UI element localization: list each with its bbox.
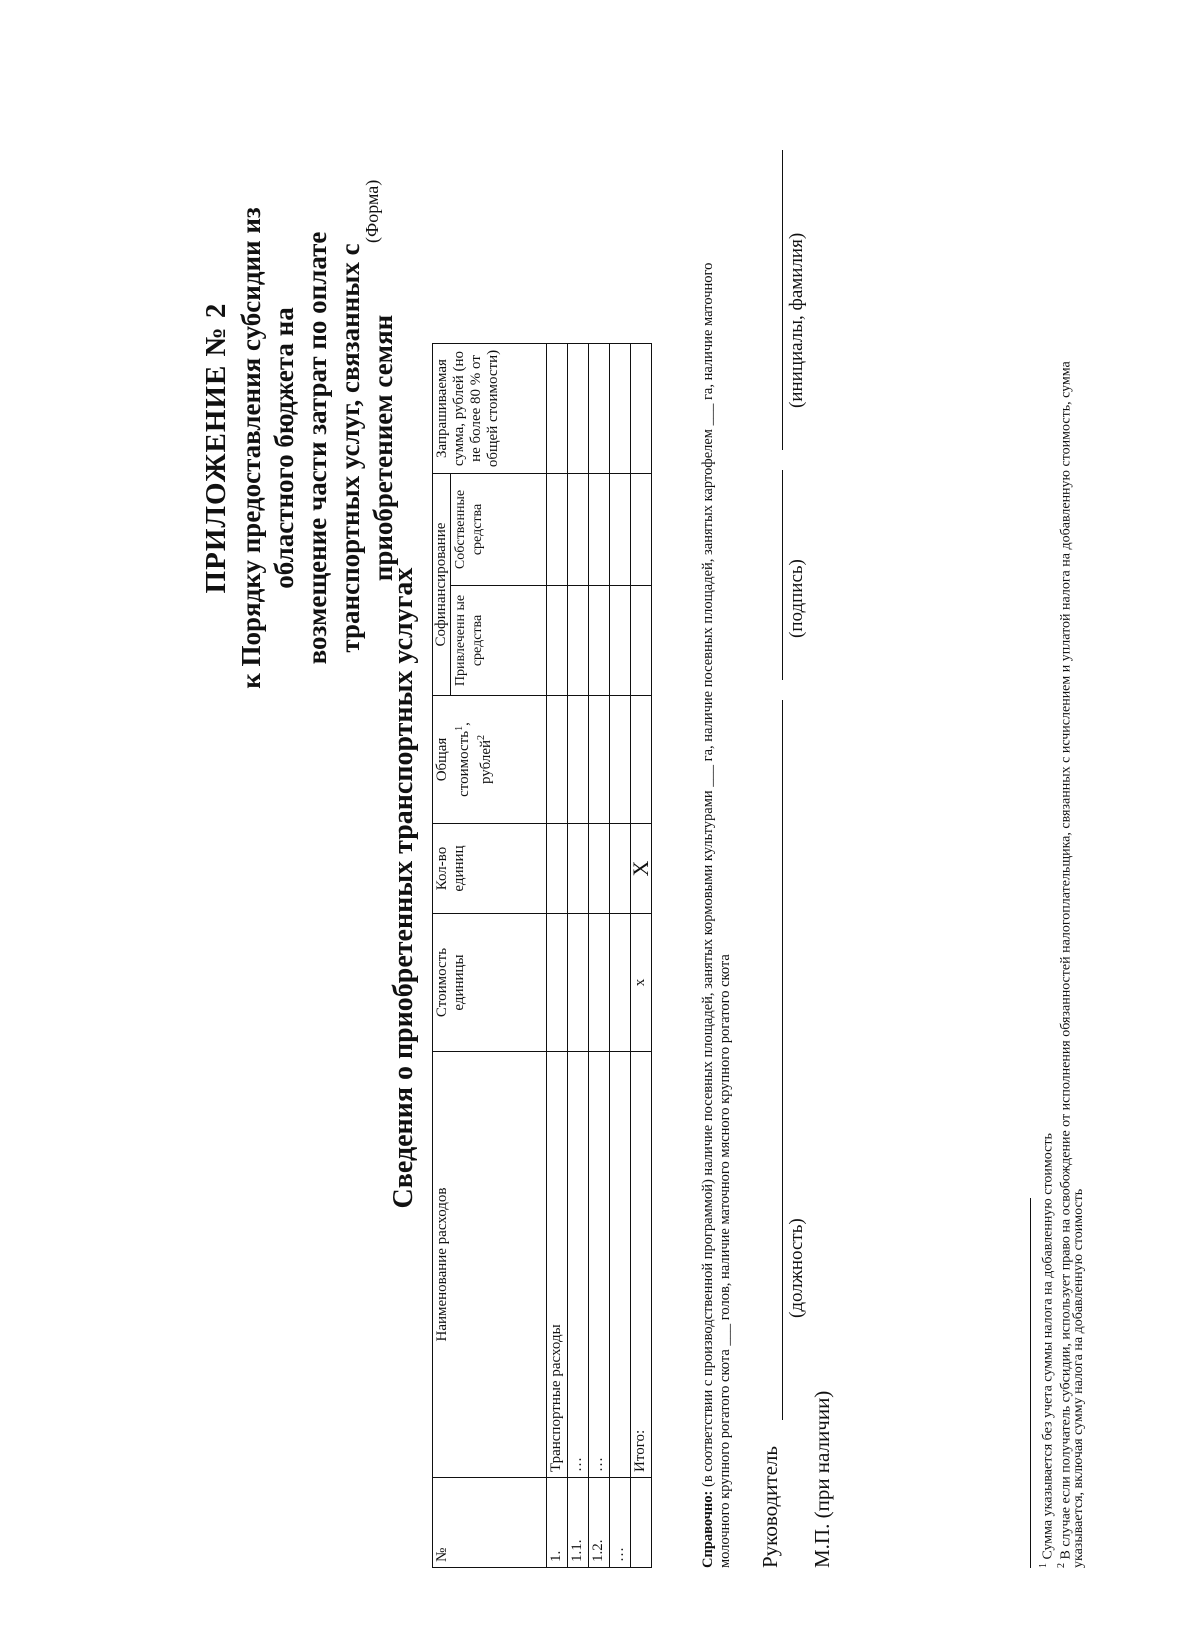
reference-text-2: молочного крупного рогатого скота ___ голов, наличие маточного мясного крупного рогатого скота	[717, 954, 733, 1568]
row-unit-cost: х	[631, 914, 652, 1052]
appendix-number: ПРИЛОЖЕНИЕ № 2	[200, 302, 232, 594]
header-unit-cost: Стоимость единицы	[433, 914, 547, 1052]
header-attracted-funds: Привлеченн ые средства	[451, 586, 547, 696]
row-total-cost	[547, 696, 568, 824]
row-num: 1.2.	[589, 1478, 610, 1568]
row-name	[610, 1052, 631, 1478]
signature-initials-caption: (инициалы, фамилия)	[786, 232, 807, 408]
row-qty	[568, 824, 589, 914]
header-requested: Запрашиваемая сумма, рублей (но не более 80 % от общей стоимости)	[433, 344, 547, 474]
row-unit-cost	[547, 914, 568, 1052]
row-own	[568, 474, 589, 586]
row-name: Транспортные расходы	[547, 1052, 568, 1478]
row-name: …	[589, 1052, 610, 1478]
row-total-cost	[589, 696, 610, 824]
table-row	[547, 344, 568, 1568]
row-attracted	[547, 586, 568, 696]
row-unit-cost	[568, 914, 589, 1052]
row-requested	[631, 344, 652, 474]
header-total-cost-text: Общая стоимость	[434, 730, 472, 797]
reference-line-1	[700, 88, 717, 1568]
row-num	[631, 1478, 652, 1568]
appendix-subtitle-line: транспортных услуг, связанных с	[335, 243, 365, 653]
row-own	[610, 474, 631, 586]
signature-line-initials	[782, 150, 783, 450]
signature-line-sign	[782, 470, 783, 680]
row-qty: Х	[631, 824, 652, 914]
footnote-ref-2: 2	[476, 734, 487, 740]
row-total-cost	[568, 696, 589, 824]
row-num: 1.	[547, 1478, 568, 1568]
row-requested	[589, 344, 610, 474]
header-qty: Кол-во единиц	[433, 824, 547, 914]
signature-sign-caption: (подпись)	[786, 559, 807, 638]
table-row	[610, 344, 631, 1568]
header-cofinancing: Софинансирование	[433, 474, 451, 696]
row-own	[631, 474, 652, 586]
row-attracted	[610, 586, 631, 696]
reference-text-1: (в соответствии с производственной программой) наличие посевных площадей, занятых кормовыми культурами ___ га, наличие посевных площадей, занятых картофелем ___ га, наличие маточного	[700, 262, 716, 1488]
row-own	[547, 474, 568, 586]
footnote-text: В случае если получатель субсидии, использует право на освобождение от исполнения обязанностей налогоплательщика, связанных с исчислением и уплатой налога на добавленную стоимость, сумма	[1058, 361, 1074, 1560]
row-own	[589, 474, 610, 586]
document-title: Сведения о приобретенных транспортных услугах	[388, 567, 419, 1209]
signature-head-label: Руководитель	[758, 1446, 782, 1568]
row-name: Итого:	[631, 1052, 652, 1478]
footnote-mark: 2	[1056, 1563, 1067, 1568]
appendix-subtitle-line: возмещение части затрат по оплате	[302, 231, 332, 665]
header-total-cost: Общая стоимость$^1$, рублей$^2$	[433, 696, 547, 824]
footnote-text: указывается, включая сумму налога на добавленную стоимость	[1071, 1188, 1086, 1568]
row-attracted	[631, 586, 652, 696]
row-requested	[568, 344, 589, 474]
row-attracted	[589, 586, 610, 696]
header-num: №	[433, 1478, 547, 1568]
row-qty	[589, 824, 610, 914]
row-qty	[547, 824, 568, 914]
row-unit-cost	[589, 914, 610, 1052]
signature-position-caption: (должность)	[786, 1218, 807, 1318]
row-name: …	[568, 1052, 589, 1478]
table-header-row	[433, 344, 451, 1568]
forma-label: (Форма)	[362, 179, 382, 243]
row-unit-cost	[610, 914, 631, 1052]
row-num: …	[610, 1478, 631, 1568]
row-total-cost	[631, 696, 652, 824]
reference-label: Справочно:	[700, 1490, 716, 1568]
footnote-separator	[1030, 1198, 1031, 1568]
row-num: 1.1.	[568, 1478, 589, 1568]
table-row	[589, 344, 610, 1568]
signature-line-position	[782, 700, 783, 1420]
header-own-funds: Собственные средства	[451, 474, 547, 586]
appendix-subtitle-line: приобретением семян	[368, 314, 398, 582]
row-total-cost	[610, 696, 631, 824]
appendix-subtitle-line: областного бюджета на	[269, 307, 299, 589]
stamp-label: М.П. (при наличии)	[810, 1390, 834, 1568]
footnote-ref-1: 1	[454, 725, 465, 731]
row-requested	[610, 344, 631, 474]
row-attracted	[568, 586, 589, 696]
footnote-mark: 1	[1038, 1563, 1049, 1568]
table-row	[568, 344, 589, 1568]
footnote-text: Сумма указывается без учета суммы налога на добавленную стоимость	[1040, 1133, 1056, 1560]
footnote-2-continued	[1071, 88, 1087, 1568]
appendix-subtitle-line: к Порядку предоставления субсидии из	[236, 207, 266, 689]
row-requested	[547, 344, 568, 474]
header-total-cost-unit: рублей	[478, 739, 494, 785]
services-table	[432, 343, 652, 1568]
reference-note	[700, 88, 734, 1568]
header-name: Наименование расходов	[433, 1052, 547, 1478]
table-total-row	[631, 344, 652, 1568]
